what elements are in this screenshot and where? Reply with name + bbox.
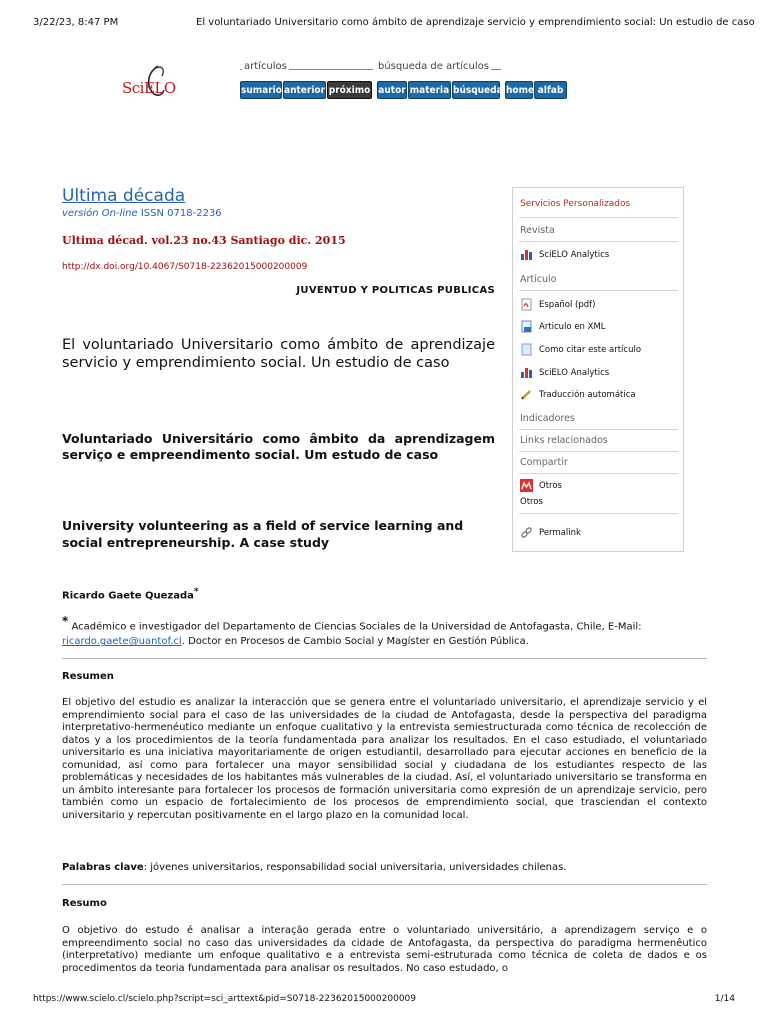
resumo-text: O objetivo do estudo é analisar a interação gerada entre o voluntariado universitário, a aprendizagem serviço e o empreendimento social no caso das universidades da cidade de Antofagasta, da perspectiva do paradigma hermenêutico (interpretativo) mediante um enfoque qualitativo e a entrevista semi-estruturada como técnica de coleta de dados e os procedimentos da teoria fundamentada para analisar os resultados. No caso estudado, o bbox=[62, 925, 707, 974]
journal-name-link[interactable]: Ultima década bbox=[62, 186, 186, 206]
link-label: Traducción automática bbox=[539, 390, 636, 400]
author-affiliation bbox=[62, 614, 707, 649]
author-name-text: Ricardo Gaete Quezada bbox=[62, 590, 194, 602]
nav-button-proximo[interactable]: próximo bbox=[327, 81, 372, 99]
keywords-text: : jóvenes universitarios, responsabilidad social universitaria, universidades chilenas. bbox=[143, 862, 567, 873]
section-label: JUVENTUD Y POLITICAS PUBLICAS bbox=[296, 285, 495, 296]
link-label: SciELO Analytics bbox=[539, 250, 610, 260]
panel-title: Servicios Personalizados bbox=[520, 199, 631, 209]
permalink-link[interactable] bbox=[520, 526, 581, 539]
author-footnote-mark[interactable]: * bbox=[193, 587, 199, 597]
bar-chart-icon bbox=[520, 248, 533, 261]
affil-text: Académico e investigador del Departamento de Ciencias Sociales de la Universidad de Antofagasta, Chile, E-Mail: bbox=[68, 621, 642, 633]
keywords-label: Palabras clave bbox=[62, 862, 144, 873]
author-email-link[interactable]: ricardo.gaete@uantof.cl bbox=[62, 636, 182, 648]
nav-button-alfab[interactable]: alfab bbox=[534, 81, 567, 99]
link-label: Español (pdf) bbox=[539, 300, 596, 310]
nav-button-busqueda[interactable]: búsqueda bbox=[452, 81, 500, 99]
pencil-icon bbox=[520, 388, 533, 401]
logo-text: SciELO bbox=[122, 79, 176, 97]
resumen-heading: Resumen bbox=[62, 671, 114, 682]
print-url: https://www.scielo.cl/scielo.php?script=sci_arttext&pid=S0718-22362015000200009 bbox=[33, 994, 416, 1004]
print-datetime: 3/22/23, 8:47 PM bbox=[33, 17, 119, 28]
scielo-analytics-article-link[interactable] bbox=[520, 366, 609, 379]
divider bbox=[62, 658, 707, 659]
author-name bbox=[62, 587, 199, 601]
article-title-es: El voluntariado Universitario como ámbito de aprendizaje servicio y emprendimiento social. Un estudio de caso bbox=[62, 337, 495, 371]
document-icon bbox=[520, 343, 533, 356]
link-label: Como citar este artículo bbox=[539, 345, 642, 355]
link-icon bbox=[520, 526, 533, 539]
xml-document-icon bbox=[520, 320, 533, 333]
resumo-heading: Resumo bbox=[62, 898, 107, 909]
issn-value: ISSN 0718-2236 bbox=[140, 208, 222, 219]
nav-button-materia[interactable]: materia bbox=[408, 81, 451, 99]
share-otros-button[interactable] bbox=[520, 479, 562, 492]
panel-section-compartir: Compartir bbox=[520, 457, 568, 468]
issn-line bbox=[62, 208, 222, 219]
nav-articles-label: artículos bbox=[244, 61, 287, 72]
pdf-icon bbox=[520, 298, 533, 311]
divider bbox=[62, 884, 707, 885]
panel-section-revista: Revista bbox=[520, 225, 555, 236]
print-page-number: 1/14 bbox=[714, 994, 735, 1004]
resumen-text: El objetivo del estudio es analizar la interacción que se genera entre el voluntariado universitario, el aprendizaje servicio y el emprendimiento social para el caso de las universidades de la ciudad de Antofagasta, desde la perspectiva del paradigma interpretativo-hermenéutico mediante un enfoque cualitativo y la entrevista semiestructurada como técnica de recolección de datos y a los procedimientos de la teoría fundamentada para analizar los resultados. En el caso estudiado, el voluntariado universitario es una iniciativa mayoritariamente de origen estudiantil, desarrollado para ejecutar acciones en beneficio de la comunidad, así como para fortalecer una mayor sensibilidad social y ciudadana de los estudiantes respecto de las problemáticas y necesidades de los habitantes más vulnerables de la ciudad. Así, el voluntariado universitario se transforma en un ámbito interesante para fortalecer los procesos de formación universitaria como expresión de un aprendizaje servicio, pero también como un espacio de fortalecimiento de los procesos de emprendimiento social, que trasciendan el contexto universitario y repercutan positivamente en el largo plazo en la comunidad local. bbox=[62, 697, 707, 821]
panel-divider bbox=[519, 513, 678, 514]
issue-line: Ultima décad. vol.23 no.43 Santiago dic. 2015 bbox=[62, 234, 346, 247]
cite-link[interactable] bbox=[520, 343, 641, 356]
keywords bbox=[62, 862, 707, 873]
article-title-en: University volunteering as a field of service learning and social entrepreneurship. A case study bbox=[62, 518, 464, 550]
panel-divider bbox=[519, 451, 678, 452]
link-label: Permalink bbox=[539, 528, 581, 538]
panel-divider bbox=[519, 217, 678, 218]
share-icon bbox=[520, 479, 533, 492]
panel-divider bbox=[519, 429, 678, 430]
link-label: SciELO Analytics bbox=[539, 368, 610, 378]
panel-divider bbox=[519, 241, 678, 242]
affil-rest: . Doctor en Procesos de Cambio Social y Magíster en Gestión Pública. bbox=[181, 636, 529, 648]
panel-section-indicadores: Indicadores bbox=[520, 413, 575, 424]
translate-link[interactable] bbox=[520, 388, 636, 401]
link-label: Otros bbox=[539, 481, 562, 491]
scielo-logo[interactable] bbox=[118, 62, 188, 108]
panel-divider bbox=[519, 290, 678, 291]
scielo-analytics-journal-link[interactable] bbox=[520, 248, 609, 261]
link-label: Articulo en XML bbox=[539, 322, 606, 332]
share-otros-text[interactable]: Otros bbox=[520, 497, 543, 507]
pdf-link[interactable] bbox=[520, 298, 595, 311]
nav-search-label: búsqueda de artículos bbox=[378, 61, 489, 72]
bar-chart-icon bbox=[520, 366, 533, 379]
print-doc-title: El voluntariado Universitario como ámbito de aprendizaje servicio y emprendimiento social: Un estudio de caso bbox=[196, 17, 755, 28]
nav-button-autor[interactable]: autor bbox=[377, 81, 407, 99]
nav-button-sumario[interactable]: sumario bbox=[240, 81, 282, 99]
services-panel bbox=[512, 187, 684, 552]
affil-mark: * bbox=[62, 614, 69, 628]
xml-link[interactable] bbox=[520, 320, 606, 333]
doi-link[interactable]: http://dx.doi.org/10.4067/S0718-22362015000200009 bbox=[62, 262, 308, 272]
version-label: versión On-line bbox=[62, 208, 138, 219]
nav-button-home[interactable]: home bbox=[505, 81, 533, 99]
panel-section-links: Links relacionados bbox=[520, 435, 608, 446]
panel-section-articulo: Articulo bbox=[520, 274, 557, 285]
panel-divider bbox=[519, 473, 678, 474]
nav-button-anterior[interactable]: anterior bbox=[283, 81, 326, 99]
article-title-pt: Voluntariado Universitário como âmbito da aprendizagem serviço e empreendimento social. Um estudo de caso bbox=[62, 431, 495, 462]
